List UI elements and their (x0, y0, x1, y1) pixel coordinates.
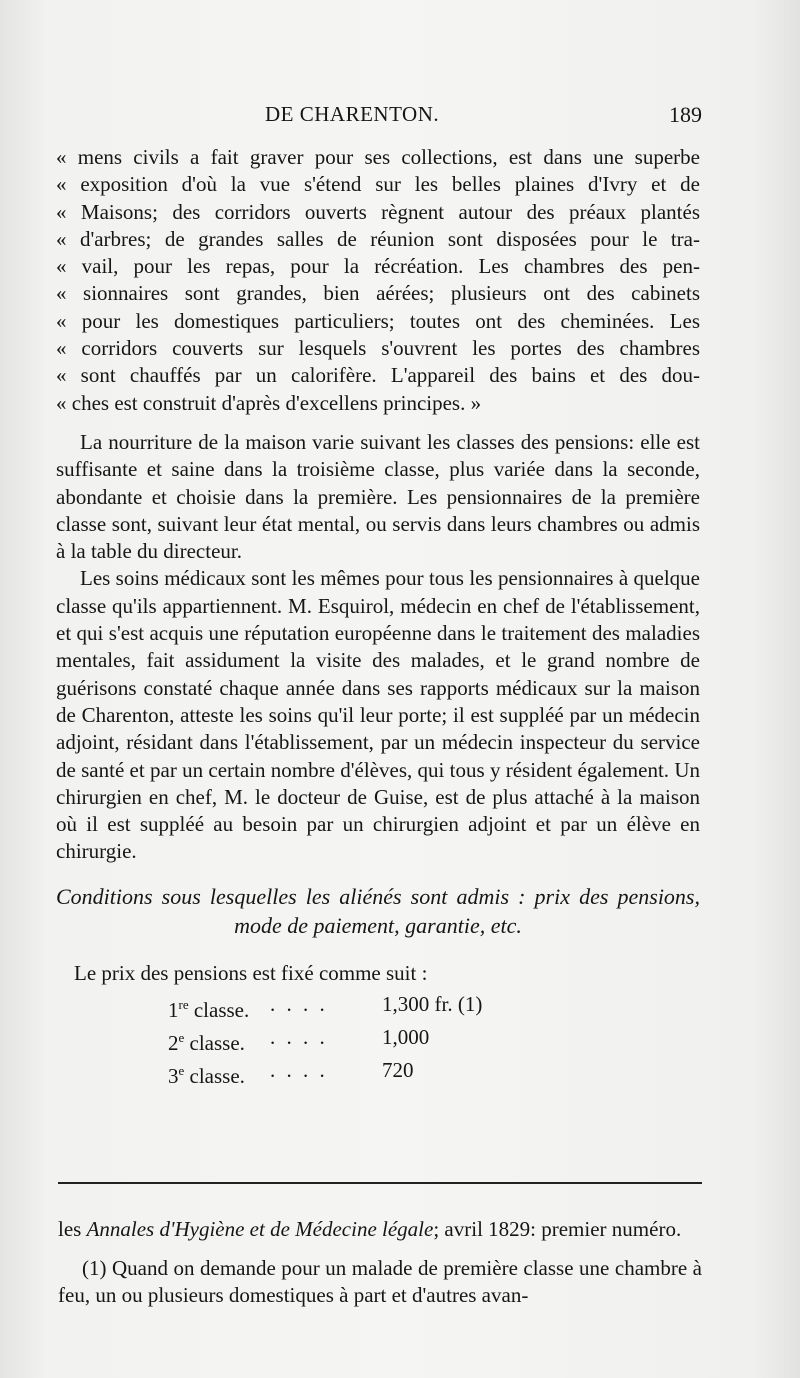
paragraph-medical-care: Les soins médicaux sont les mêmes pour tous les pensionnaires à quelque classe qu'ils appartiennent. M. Esquirol, médecin en chef de l'établissement, et qui s'est acquis une réputation européenne dans le traitement des maladies mentales, fait assidument la visite des malades, et le grand nombre de guérisons constaté chaque année dans ses rapports médicaux sur la maison de Charenton, atteste les soins qu'il leur porte; il est suppléé par un médecin adjoint, résidant dans l'établissement, par un médecin inspecteur du service de santé et par un certain nombre d'élèves, qui tous y résident également. Un chirurgien en chef, M. le docteur de Guise, est de plus attaché à la maison où il est suppléé au besoin par un chirurgien adjoint et par un élève en chirurgie. (56, 566, 700, 864)
leader-dots: . . . . (270, 992, 328, 1017)
price-table (168, 991, 700, 1090)
footnotes (58, 1216, 702, 1309)
paragraph-food: La nourriture de la maison varie suivant les classes des pensions: elle est suffisante et saine dans la troisième classe, plus variée dans la seconde, abondante et choisie dans la première. Les pensionnaires de la première classe sont, suivant leur état mental, ou servis dans leurs chambres ou admis à la table du directeur. (56, 429, 700, 564)
price-class: 1re classe. (168, 997, 250, 1023)
quote-line: « ches est construit d'après d'excellens principes. » (56, 390, 482, 415)
quote-line: « pour les domestiques particuliers; toutes ont des cheminées. Les (56, 308, 700, 333)
quotation-block (56, 144, 700, 417)
quote-line: « vail, pour les repas, pour la récréation. Les chambres des pen- (56, 254, 700, 279)
running-title: DE CHARENTON. (265, 102, 440, 126)
footnote-rule (58, 1182, 702, 1184)
price-value: 720 (382, 1058, 414, 1083)
section-heading: Conditions sous lesquelles les aliénés sont admis : prix des pensions, mode de paiement, garantie, etc. (56, 883, 700, 938)
price-row (168, 991, 700, 1024)
quote-line: « Maisons; des corridors ouverts règnent autour des préaux plantés (56, 199, 700, 224)
price-class: 2e classe. (168, 1030, 245, 1056)
price-value: 1,000 (382, 1025, 430, 1050)
quote-line: « sont chauffés par un calorifère. L'appareil des bains et des dou- (56, 363, 700, 388)
journal-title: Annales d'Hygiène et de Médecine légale (86, 1217, 434, 1241)
quote-line: « exposition d'où la vue s'étend sur les belles plaines d'Ivry et de (56, 172, 700, 197)
quote-line: « d'arbres; de grandes salles de réunion sont disposées pour le tra- (56, 226, 700, 251)
quote-line: « sionnaires sont grandes, bien aérées; plusieurs ont des cabinets (56, 281, 700, 306)
price-class: 3e classe. (168, 1063, 245, 1089)
page-body (56, 144, 700, 1090)
leader-dots: . . . . (270, 1058, 328, 1083)
price-intro: Le prix des pensions est fixé comme suit : (74, 960, 428, 985)
price-value: 1,300 fr. (1) (382, 992, 483, 1017)
page-number: 189 (669, 102, 702, 127)
footnote-1: (1) Quand on demande pour un malade de première classe une chambre à feu, un ou plusieurs domestiques à part et d'autres avan- (58, 1256, 702, 1307)
footnote-continuation: les Annales d'Hygiène et de Médecine légale; avril 1829: premier numéro. (58, 1217, 682, 1241)
price-row (168, 1024, 700, 1057)
leader-dots: . . . . (270, 1025, 328, 1050)
page-header (60, 100, 700, 134)
quote-line: « corridors couverts sur lesquels s'ouvrent les portes des chambres (56, 336, 700, 361)
price-row (168, 1057, 700, 1090)
quote-line: « mens civils a fait graver pour ses collections, est dans une superbe (56, 145, 700, 169)
